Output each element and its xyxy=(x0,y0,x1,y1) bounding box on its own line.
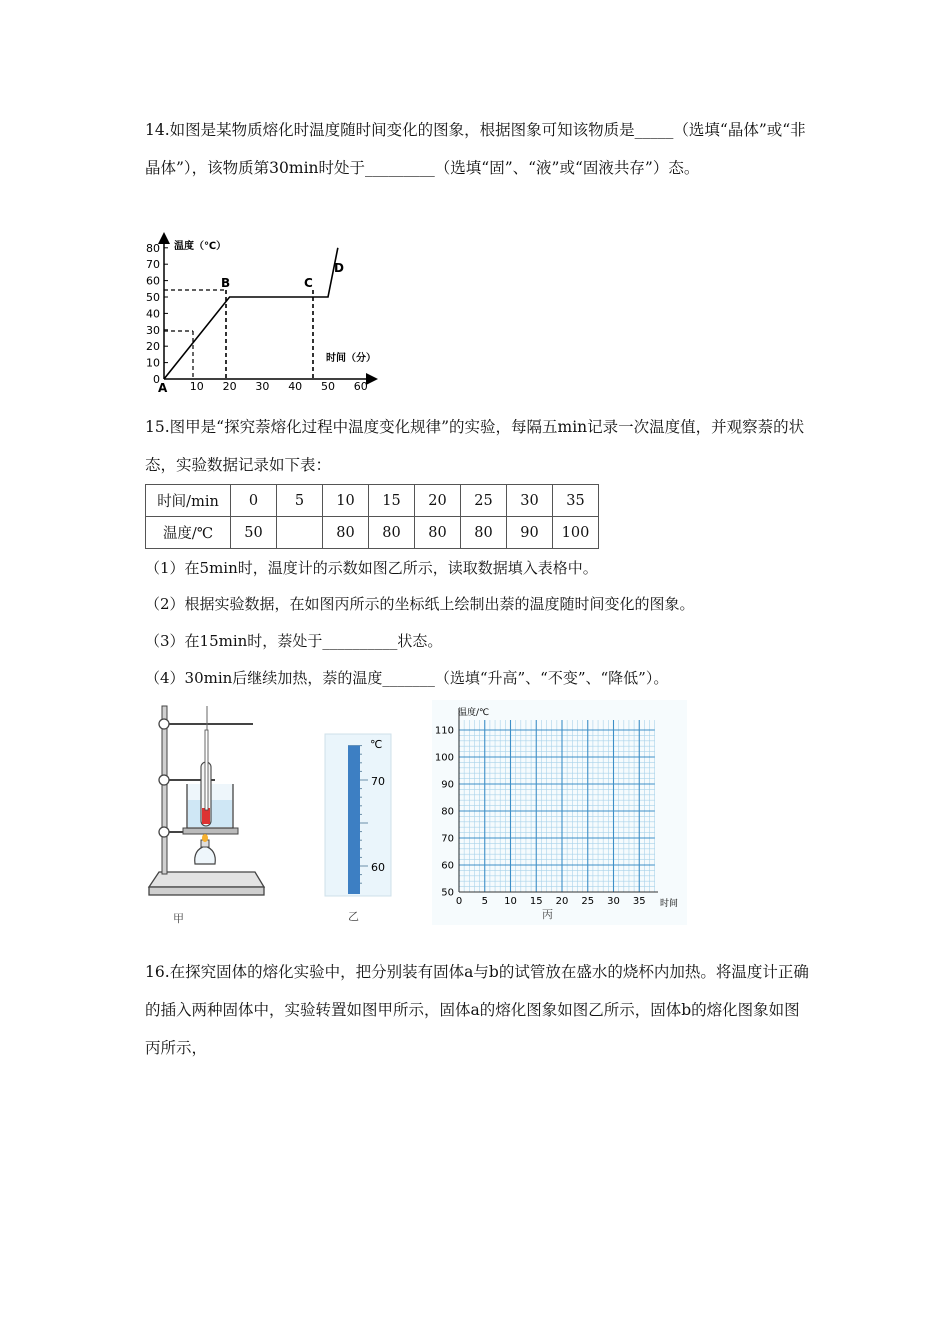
table-cell: 30 xyxy=(507,485,553,517)
table-cell: 20 xyxy=(415,485,461,517)
question-15-intro: 15.图甲是“探究萘熔化过程中温度变化规律”的实验，每隔五min记录一次温度值，并观察萘的状态，实验数据记录如下表： xyxy=(145,418,805,474)
table-cell: 80 xyxy=(415,517,461,549)
table-cell: 90 xyxy=(507,517,553,549)
x-tick-label: 40 xyxy=(288,380,303,393)
y-tick-label: 70 xyxy=(146,258,160,272)
label-yi: 乙 xyxy=(348,910,359,923)
table-cell xyxy=(277,517,323,549)
melting-graph-q14 xyxy=(140,232,380,397)
y-tick-label: 60 xyxy=(146,274,160,288)
question-14-text: 14.如图是某物质熔化时温度随时间变化的图象，根据图象可知该物质是_____（选填“晶体”或“非晶体”），该物质第30min时处于_________（选填“固”、“液”或“固液共存”）态。 xyxy=(145,121,806,177)
clamp-icon xyxy=(159,827,169,837)
point-c: C xyxy=(304,276,313,290)
grid-x-tick-label: 0 xyxy=(455,896,463,907)
y-tick-label: 40 xyxy=(146,307,160,321)
table-row-time xyxy=(146,485,599,517)
point-b: B xyxy=(221,276,231,290)
grid-x-tick-label: 35 xyxy=(632,896,646,907)
table-cell: 5 xyxy=(277,485,323,517)
x-tick-label: 50 xyxy=(321,380,335,393)
table-row-temp xyxy=(146,517,599,549)
grid-y-tick-label: 80 xyxy=(441,806,454,818)
apparatus-figure-jia xyxy=(143,700,273,925)
table-cell: 35 xyxy=(553,485,599,517)
grid-y-tick-label: 70 xyxy=(441,833,454,845)
table-cell: 10 xyxy=(323,485,369,517)
stand-rod xyxy=(162,706,167,874)
sub-question-2: （2）根据实验数据，在如图丙所示的坐标纸上绘制出萘的温度随时间变化的图象。 xyxy=(145,595,695,613)
x-axis-label: 时间（分） xyxy=(326,353,376,364)
wire-gauze xyxy=(183,828,238,834)
table-cell: 25 xyxy=(461,485,507,517)
grid-x-axis-label: 时间 xyxy=(660,899,679,909)
thermometer-figure-yi xyxy=(318,730,398,925)
table-cell: 100 xyxy=(553,517,599,549)
table-cell: 80 xyxy=(461,517,507,549)
thermometer-unit: ℃ xyxy=(370,738,383,751)
thermometer-label-60: 60 xyxy=(371,861,385,874)
grid-x-tick-label: 5 xyxy=(481,896,488,907)
table-cell: 15 xyxy=(369,485,415,517)
table-header-temp: 温度/℃ xyxy=(146,517,231,549)
y-tick-label: 10 xyxy=(146,356,160,370)
y-tick-label: 80 xyxy=(146,241,160,255)
y-tick-label: 20 xyxy=(146,340,160,354)
table-header-time: 时间/min xyxy=(146,485,231,517)
label-bing: 丙 xyxy=(542,908,553,921)
y-axis-label: 温度（℃） xyxy=(174,241,227,252)
grid-x-tick-label: 10 xyxy=(504,896,517,907)
table-cell: 80 xyxy=(323,517,369,549)
grid-y-tick-label: 50 xyxy=(441,887,454,899)
thermometer-icon xyxy=(205,730,208,810)
thermometer-label-70: 70 xyxy=(371,775,385,788)
question-16-text: 16.在探究固体的熔化实验中，把分别装有固体a与b的试管放在盛水的烧杯内加热。将温度计正确的插入两种固体中，实验转置如图甲所示，固体a的熔化图象如图乙所示，固体b的熔化图象如图丙所示， xyxy=(145,963,809,1057)
x-tick-label: 60 xyxy=(353,380,368,393)
table-cell: 80 xyxy=(369,517,415,549)
grid-y-tick-label: 110 xyxy=(434,725,454,737)
x-tick-label: 20 xyxy=(222,380,237,393)
grid-y-tick-label: 60 xyxy=(441,860,454,872)
y-tick-label: 50 xyxy=(146,291,160,304)
thermometer-liquid xyxy=(348,746,360,894)
grid-y-tick-label: 100 xyxy=(434,752,454,764)
table-cell: 50 xyxy=(231,517,277,549)
clamp-icon xyxy=(159,775,169,785)
grid-y-axis-label: 温度/℃ xyxy=(458,708,490,718)
grid-x-tick-label: 25 xyxy=(581,896,595,907)
sub-question-3: （3）在15min时，萘处于__________状态。 xyxy=(145,632,443,650)
grid-x-tick-label: 20 xyxy=(555,896,569,907)
clamp-icon xyxy=(159,719,169,729)
label-jia: 甲 xyxy=(173,912,184,925)
grid-y-tick-label: 90 xyxy=(441,779,454,791)
point-d: D xyxy=(334,261,344,275)
grid-x-tick-label: 30 xyxy=(607,896,620,907)
alcohol-lamp-icon xyxy=(195,846,216,864)
grid-x-tick-label: 15 xyxy=(529,896,543,907)
grid-paper-figure-bing xyxy=(432,700,687,925)
sub-question-1: （1）在5min时，温度计的示数如图乙所示，读取数据填入表格中。 xyxy=(145,559,598,577)
data-table xyxy=(145,484,599,549)
y-tick-label: 30 xyxy=(146,323,160,337)
temperature-curve xyxy=(164,248,338,379)
sub-question-4: （4）30min后继续加热，萘的温度_______（选填“升高”、“不变”、“降低”）。 xyxy=(145,669,669,687)
y-tick-label: 0 xyxy=(153,373,160,386)
x-tick-label: 30 xyxy=(255,380,270,393)
x-tick-label: 10 xyxy=(189,380,204,393)
point-a: A xyxy=(158,381,168,395)
table-cell: 0 xyxy=(231,485,277,517)
